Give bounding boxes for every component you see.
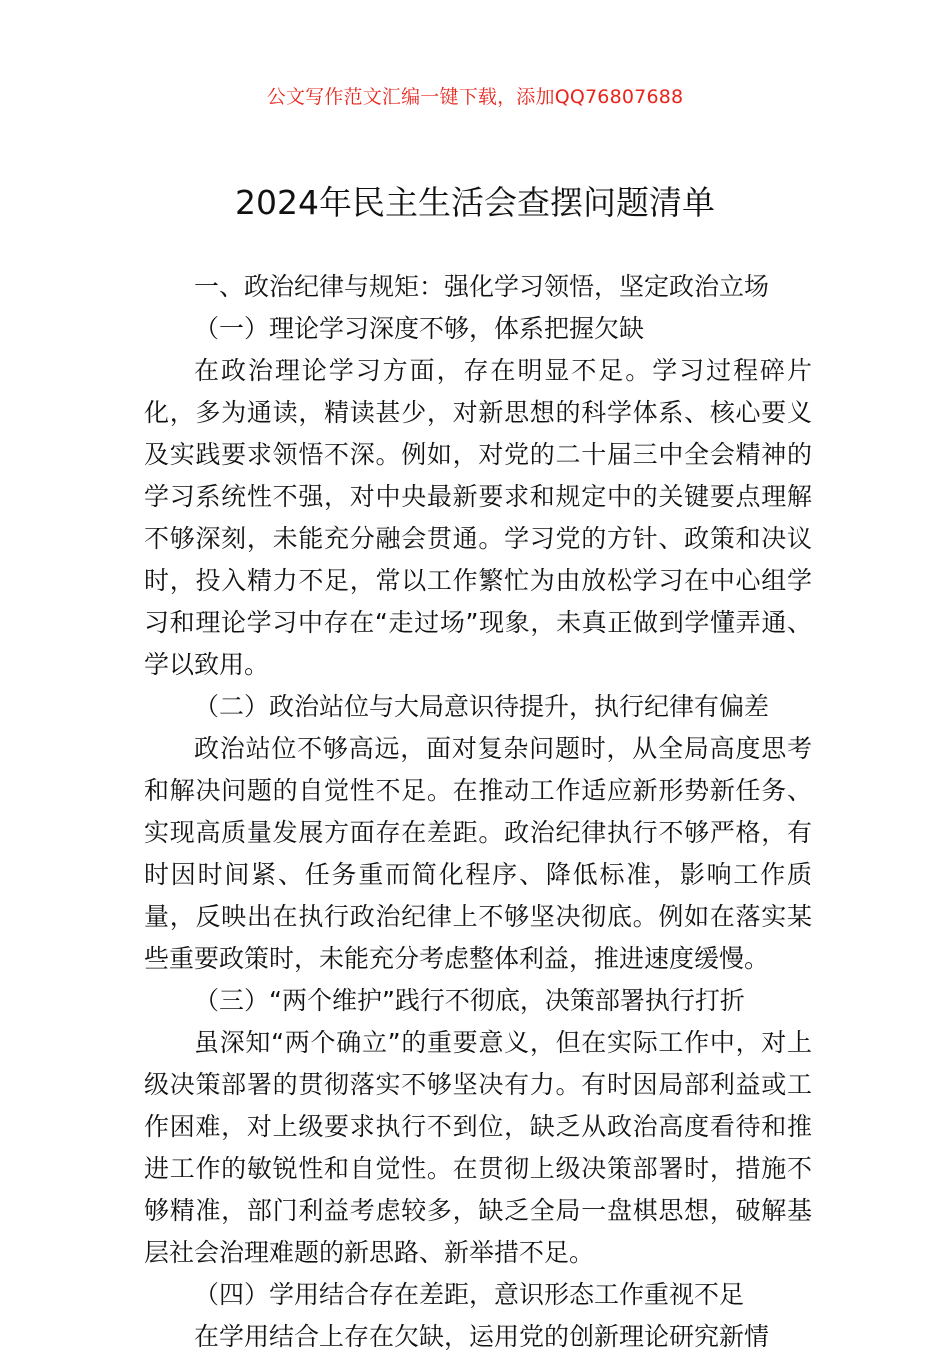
- subsection-heading-1: （一）理论学习深度不够，体系把握欠缺: [194, 314, 645, 343]
- section-heading: 一、政治纪律与规矩：强化学习领悟，坚定政治立场: [194, 272, 770, 301]
- subsection-heading-4: （四）学用结合存在差距，意识形态工作重视不足: [194, 1280, 745, 1309]
- document-body: [144, 266, 812, 1358]
- paragraph-3: 虽深知“两个确立”的重要意义，但在实际工作中，对上级决策部署的贯彻落实不够坚决有力。有时因局部利益或工作困难，对上级要求执行不到位，缺乏从政治高度看待和推进工作的敏锐性和自觉性。在贯彻上级决策部署时，措施不够精准，部门利益考虑较多，缺乏全局一盘棋思想，破解基层社会治理难题的新思路、新举措不足。: [144, 1028, 812, 1267]
- subsection-heading-3: （三）“两个维护”践行不彻底，决策部署执行打折: [194, 986, 745, 1015]
- paragraph-1: 在政治理论学习方面，存在明显不足。学习过程碎片化，多为通读，精读甚少，对新思想的科学体系、核心要义及实践要求领悟不深。例如，对党的二十届三中全会精神的学习系统性不强，对中央最新要求和规定中的关键要点理解不够深刻，未能充分融会贯通。学习党的方针、政策和决议时，投入精力不足，常以工作繁忙为由放松学习在中心组学习和理论学习中存在“走过场”现象，未真正做到学懂弄通、学以致用。: [144, 356, 812, 679]
- paragraph-2: 政治站位不够高远，面对复杂问题时，从全局高度思考和解决问题的自觉性不足。在推动工作适应新形势新任务、实现高质量发展方面存在差距。政治纪律执行不够严格，有时因时间紧、任务重而简化程序、降低标准，影响工作质量，反映出在执行政治纪律上不够坚决彻底。例如在落实某些重要政策时，未能充分考虑整体利益，推进速度缓慢。: [144, 734, 812, 973]
- paragraph-4: 在学用结合上存在欠缺，运用党的创新理论研究新情: [194, 1322, 770, 1351]
- page-title: 2024年民主生活会查摆问题清单: [235, 183, 715, 222]
- subsection-heading-2: （二）政治站位与大局意识待提升，执行纪律有偏差: [194, 692, 770, 721]
- download-banner[interactable]: 公文写作范文汇编一键下载，添加QQ76807688: [266, 86, 684, 108]
